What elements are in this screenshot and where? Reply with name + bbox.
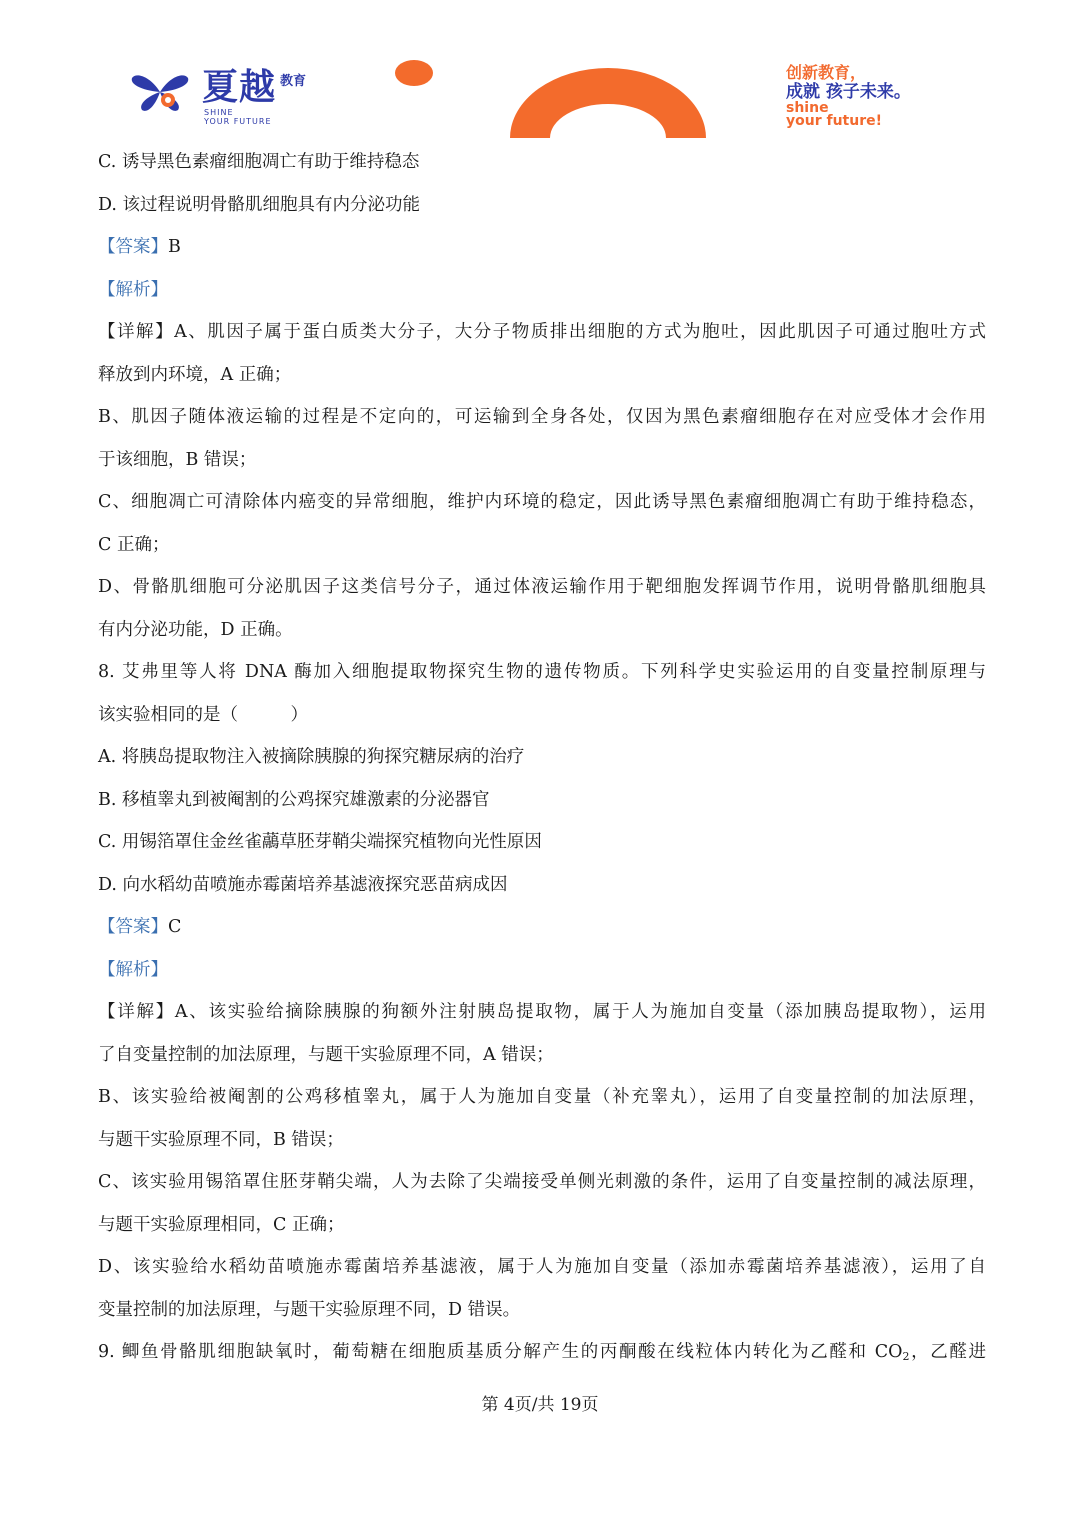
q7-detail-c-2: C 正确；	[98, 534, 170, 555]
decorative-arc	[390, 56, 720, 142]
q9-stem-text: 9. 鲫鱼骨骼肌细胞缺氧时，葡萄糖在细胞质基质分解产生的丙酮酸在线粒体内转化为乙醛和 CO	[98, 1342, 903, 1362]
q8-detail-d-1: D、该实验给水稻幼苗喷施赤霉菌培养基滤液，属于人为施加自变量（添加赤霉菌培养基滤液），运用了自	[98, 1257, 986, 1277]
detail-label: 【详解】	[98, 1002, 175, 1022]
answer-label: 【答案】	[98, 917, 168, 937]
subscript: 2	[902, 1350, 910, 1363]
q8-detail-b-1: B、该实验给被阉割的公鸡移植睾丸，属于人为施加自变量（补充睾丸），运用了自变量控制的加法原理，	[98, 1087, 986, 1107]
answer-value: C	[168, 917, 182, 937]
q9-stem-text-end: ，乙醛进	[909, 1342, 986, 1362]
q9-stem-1	[98, 1331, 986, 1374]
logo-edu: 教育	[280, 74, 307, 89]
q8-option-d: D. 向水稻幼苗喷施赤霉菌培养基滤液探究恶苗病成因	[98, 874, 508, 895]
logo-tagline: SHINE YOUR FUTURE	[204, 108, 272, 126]
q8-detail-c-2: 与题干实验原理相同，C 正确；	[98, 1214, 345, 1235]
q7-option-d: D. 该过程说明骨骼肌细胞具有内分泌功能	[98, 194, 421, 215]
logo-name: 夏越	[202, 67, 277, 108]
q8-option-a: A. 将胰岛提取物注入被摘除胰腺的狗探究糖尿病的治疗	[98, 747, 525, 767]
q8-detail-a-1	[98, 991, 986, 1034]
detail-label: 【详解】	[98, 322, 175, 342]
q7-detail-c-1: C、细胞凋亡可清除体内癌变的异常细胞，维护内环境的稳定，因此诱导黑色素瘤细胞凋亡有助于维持稳态，	[98, 492, 986, 512]
answer-value: B	[168, 237, 181, 257]
q8-detail-a-2: 了自变量控制的加法原理，与题干实验原理不同，A 错误；	[98, 1044, 554, 1065]
q7-detail-a-2: 释放到内环境，A 正确；	[98, 364, 292, 385]
slogan-line-3: shine	[786, 100, 829, 116]
q8-detail-d-2: 变量控制的加法原理，与题干实验原理不同，D 错误。	[98, 1299, 521, 1320]
detail-text: A、肌因子属于蛋白质类大分子，大分子物质排出细胞的方式为胞吐，因此肌因子可通过胞吐方式	[174, 322, 987, 342]
q8-detail-b-2: 与题干实验原理不同，B 错误；	[98, 1129, 344, 1150]
q8-detail-c-1: C、该实验用锡箔罩住胚芽鞘尖端，人为去除了尖端接受单侧光刺激的条件，运用了自变量控制的减法原理，	[98, 1172, 986, 1192]
q7-detail-d-2: 有内分泌功能，D 正确。	[98, 619, 293, 640]
q7-detail-a-1	[98, 311, 986, 354]
brand-logo	[130, 66, 350, 126]
detail-text: A、该实验给摘除胰腺的狗额外注射胰岛提取物，属于人为施加自变量（添加胰岛提取物），运用	[174, 1002, 987, 1022]
slogan-line-1: 创新教育，	[786, 63, 867, 82]
slogan-line-2: 成就 孩子未来。	[786, 82, 911, 102]
q7-detail-b-1: B、肌因子随体液运输的过程是不定向的，可运输到全身各处，仅因为黑色素瘤细胞存在对应受体才会作用	[98, 407, 986, 427]
q7-option-c: C. 诱导黑色素瘤细胞凋亡有助于维持稳态	[98, 152, 420, 172]
q8-analysis-label: 【解析】	[98, 959, 168, 980]
slogan-line-4: your future!	[786, 113, 882, 129]
q8-answer	[98, 906, 986, 949]
q8-option-b: B. 移植睾丸到被阉割的公鸡探究雄激素的分泌器官	[98, 789, 490, 810]
q8-option-c: C. 用锡箔罩住金丝雀虉草胚芽鞘尖端探究植物向光性原因	[98, 832, 542, 852]
slogan	[786, 64, 986, 128]
butterfly-logo-icon	[130, 70, 190, 114]
q7-analysis-label: 【解析】	[98, 279, 168, 300]
document-body	[98, 141, 986, 1374]
page-header	[0, 0, 1080, 145]
page-number: 第 4页/共 19页	[481, 1395, 599, 1415]
q8-stem-1: 8. 艾弗里等人将 DNA 酶加入细胞提取物探究生物的遗传物质。下列科学史实验运用的自变量控制原理与	[98, 662, 986, 682]
q7-detail-b-2: 于该细胞，B 错误；	[98, 449, 257, 470]
answer-label: 【答案】	[98, 237, 168, 257]
q7-answer	[98, 226, 986, 269]
q7-detail-d-1: D、骨骼肌细胞可分泌肌因子这类信号分子，通过体液运输作用于靶细胞发挥调节作用，说明骨骼肌细胞具	[98, 577, 986, 597]
q8-stem-2: 该实验相同的是（ ）	[98, 704, 308, 725]
